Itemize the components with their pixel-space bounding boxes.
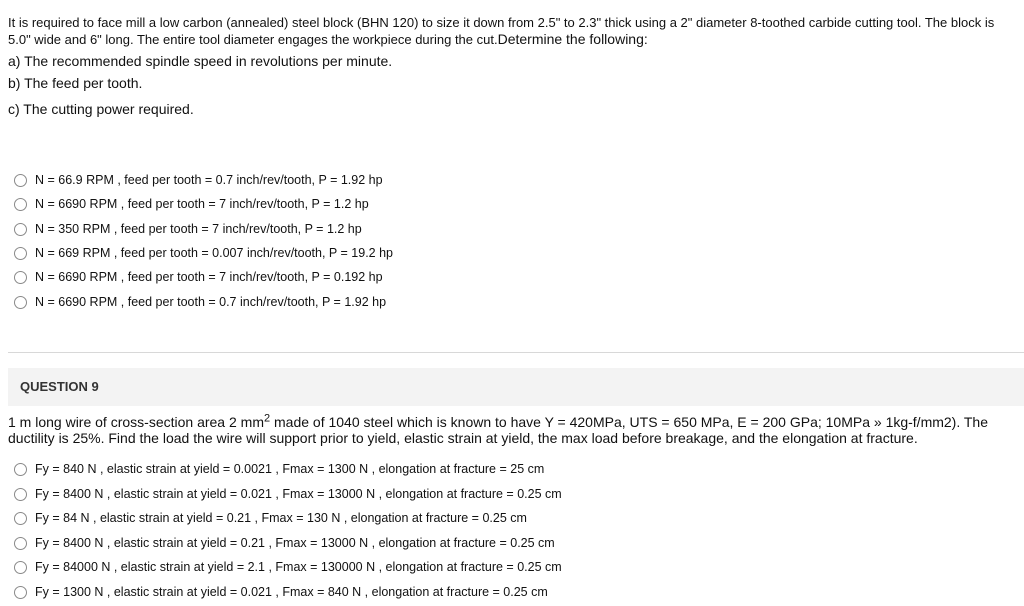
radio-button[interactable]: [14, 174, 27, 187]
question-8-option[interactable]: [14, 195, 369, 213]
question-9-stem-post: made of 1040 steel which is known to have Y = 420MPa, UTS = 650 MPa, E = 200 GPa; 10MPa » 1kg-f/mm2). The ductility is 25%. Find the load the wire will support prior to yield, elastic strain at yield, the max load before breakage, and the elongation at fracture.: [8, 414, 988, 446]
option-label: Fy = 8400 N , elastic strain at yield = 0.021 , Fmax = 13000 N , elongation at fracture = 0.25 cm: [35, 487, 562, 501]
option-label: Fy = 1300 N , elastic strain at yield = 0.021 , Fmax = 840 N , elongation at fracture = 0.25 cm: [35, 585, 548, 599]
radio-button[interactable]: [14, 247, 27, 260]
question-8-option[interactable]: [14, 220, 362, 238]
radio-button[interactable]: [14, 296, 27, 309]
option-label: N = 6690 RPM , feed per tooth = 7 inch/rev/tooth, P = 0.192 hp: [35, 270, 383, 284]
question-8-option[interactable]: [14, 293, 386, 311]
question-9-stem: [8, 414, 1020, 446]
question-divider: [8, 352, 1024, 353]
radio-button[interactable]: [14, 271, 27, 284]
question-9-option[interactable]: [14, 583, 548, 601]
question-9-option[interactable]: [14, 509, 527, 527]
radio-button[interactable]: [14, 463, 27, 476]
question-9-header: [8, 368, 1024, 406]
question-8-stem-tail: Determine the following:: [497, 31, 648, 47]
question-9-option[interactable]: [14, 534, 555, 552]
question-8-stem-text: It is required to face mill a low carbon (annealed) steel block (BHN 120) to size it down from 2.5" to 2.3" thick using a 2" diameter 8-toothed carbide cutting tool. The block is 5.0" wide and 6" long. The entire tool diameter engages the workpiece during the cut.: [8, 15, 995, 47]
question-8-option[interactable]: [14, 268, 383, 286]
option-label: N = 350 RPM , feed per tooth = 7 inch/rev/tooth, P = 1.2 hp: [35, 222, 362, 236]
question-9-title: QUESTION 9: [20, 379, 99, 394]
option-label: Fy = 84 N , elastic strain at yield = 0.21 , Fmax = 130 N , elongation at fracture = 0.25 cm: [35, 511, 527, 525]
question-8-part-b: b) The feed per tooth.: [8, 75, 143, 91]
option-label: N = 6690 RPM , feed per tooth = 0.7 inch/rev/tooth, P = 1.92 hp: [35, 295, 387, 309]
question-8-part-c: c) The cutting power required.: [8, 101, 194, 117]
radio-button[interactable]: [14, 586, 27, 599]
question-8-stem: [8, 14, 1020, 48]
radio-button[interactable]: [14, 537, 27, 550]
question-9-option[interactable]: [14, 485, 562, 503]
option-label: N = 66.9 RPM , feed per tooth = 0.7 inch/rev/tooth, P = 1.92 hp: [35, 173, 383, 187]
radio-button[interactable]: [14, 223, 27, 236]
radio-button[interactable]: [14, 198, 27, 211]
option-label: Fy = 84000 N , elastic strain at yield = 2.1 , Fmax = 130000 N , elongation at fracture = 0.25 cm: [35, 560, 562, 574]
radio-button[interactable]: [14, 512, 27, 525]
question-9-option[interactable]: [14, 460, 544, 478]
question-8-option[interactable]: [14, 171, 383, 189]
option-label: N = 6690 RPM , feed per tooth = 7 inch/rev/tooth, P = 1.2 hp: [35, 197, 369, 211]
option-label: Fy = 8400 N , elastic strain at yield = 0.21 , Fmax = 13000 N , elongation at fracture = 0.25 cm: [35, 536, 555, 550]
radio-button[interactable]: [14, 561, 27, 574]
question-9-stem-pre: 1 m long wire of cross-section area 2 mm: [8, 414, 264, 430]
option-label: N = 669 RPM , feed per tooth = 0.007 inch/rev/tooth, P = 19.2 hp: [35, 246, 393, 260]
question-9-option[interactable]: [14, 558, 562, 576]
question-9-stem-superscript: 2: [263, 412, 271, 425]
option-label: Fy = 840 N , elastic strain at yield = 0.0021 , Fmax = 1300 N , elongation at fracture = 25 cm: [35, 462, 545, 476]
radio-button[interactable]: [14, 488, 27, 501]
question-8-part-a: a) The recommended spindle speed in revolutions per minute.: [8, 53, 393, 69]
question-8-option[interactable]: [14, 244, 393, 262]
